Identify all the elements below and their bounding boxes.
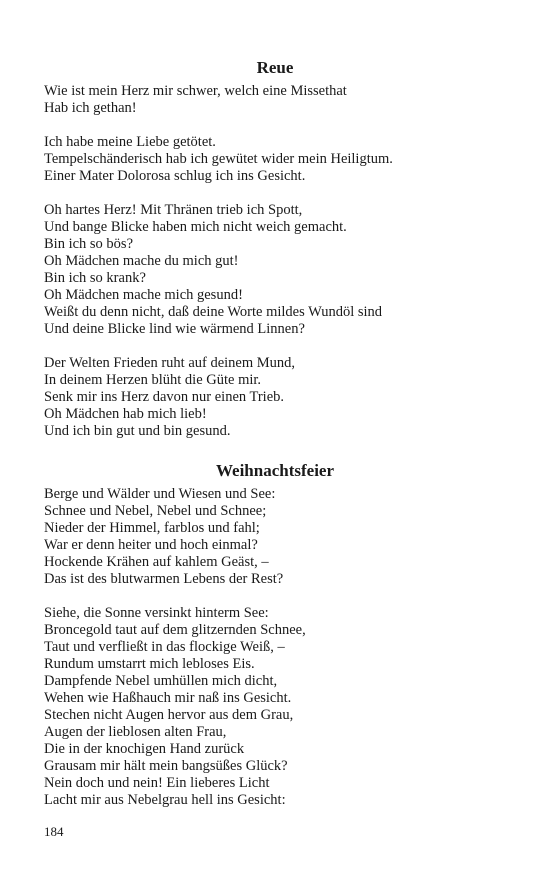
poem-line: In deinem Herzen blüht die Güte mir. xyxy=(44,372,262,388)
poem-line: Oh Mädchen hab mich lieb! xyxy=(44,406,207,422)
poem-body-weihnachtsfeier xyxy=(44,486,524,809)
poem-line: Broncegold taut auf dem glitzernden Schnee, xyxy=(44,622,306,638)
poem-line: Wie ist mein Herz mir schwer, welch eine Missethat xyxy=(44,83,347,99)
page-number: 184 xyxy=(44,824,64,839)
poem-line: Die in der knochigen Hand zurück xyxy=(44,741,245,757)
stanza xyxy=(44,355,524,440)
poem-line: Oh Mädchen mache du mich gut! xyxy=(44,253,239,269)
stanza xyxy=(44,202,524,338)
poem-line: Einer Mater Dolorosa schlug ich ins Gesicht. xyxy=(44,168,306,184)
poem-line: Und ich bin gut und bin gesund. xyxy=(44,423,231,439)
poem-line: War er denn heiter und hoch einmal? xyxy=(44,537,258,553)
poem-line: Bin ich so krank? xyxy=(44,270,146,286)
poem-line: Hockende Krähen auf kahlem Geäst, – xyxy=(44,554,269,570)
poem-line: Oh hartes Herz! Mit Thränen trieb ich Spott, xyxy=(44,202,303,218)
poem-line: Dampfende Nebel umhüllen mich dicht, xyxy=(44,673,278,689)
poem-line: Senk mir ins Herz davon nur einen Trieb. xyxy=(44,389,285,405)
poem-line: Nein doch und nein! Ein lieberes Licht xyxy=(44,775,270,791)
poem-line: Oh Mädchen mache mich gesund! xyxy=(44,287,243,303)
poem-line: Weißt du denn nicht, daß deine Worte mildes Wundöl sind xyxy=(44,304,383,320)
poem-line: Bin ich so bös? xyxy=(44,236,134,252)
stanza xyxy=(44,83,524,117)
poem-line: Das ist des blutwarmen Lebens der Rest? xyxy=(44,571,284,587)
poem-line: Grausam mir hält mein bangsüßes Glück? xyxy=(44,758,288,774)
poem-line: Und deine Blicke lind wie wärmend Linnen? xyxy=(44,321,305,337)
poem-line: Ich habe meine Liebe getötet. xyxy=(44,134,216,150)
poem-line: Wehen wie Haßhauch mir naß ins Gesicht. xyxy=(44,690,292,706)
poem-line: Tempelschänderisch hab ich gewütet wider mein Heiligtum. xyxy=(44,151,393,167)
poem-body-reue xyxy=(44,83,524,440)
poem-line: Rundum umstarrt mich lebloses Eis. xyxy=(44,656,255,672)
poem-line: Berge und Wälder und Wiesen und See: xyxy=(44,486,276,502)
poem-line: Hab ich gethan! xyxy=(44,100,137,116)
poem-line: Und bange Blicke haben mich nicht weich gemacht. xyxy=(44,219,347,235)
stanza xyxy=(44,134,524,185)
poem-line: Augen der lieblosen alten Frau, xyxy=(44,724,227,740)
poem-line: Nieder der Himmel, farblos und fahl; xyxy=(44,520,260,536)
poem-title-reue: Reue xyxy=(256,58,294,77)
poem-title-weihnachtsfeier: Weihnachtsfeier xyxy=(215,461,335,480)
poem-line: Der Welten Frieden ruht auf deinem Mund, xyxy=(44,355,296,371)
poem-line: Schnee und Nebel, Nebel und Schnee; xyxy=(44,503,267,519)
stanza xyxy=(44,605,524,809)
poem-line: Lacht mir aus Nebelgrau hell ins Gesicht: xyxy=(44,792,286,808)
poem-line: Stechen nicht Augen hervor aus dem Grau, xyxy=(44,707,294,723)
stanza xyxy=(44,486,524,588)
poem-line: Siehe, die Sonne versinkt hinterm See: xyxy=(44,605,269,621)
poem-line: Taut und verfließt in das flockige Weiß, – xyxy=(44,639,285,655)
